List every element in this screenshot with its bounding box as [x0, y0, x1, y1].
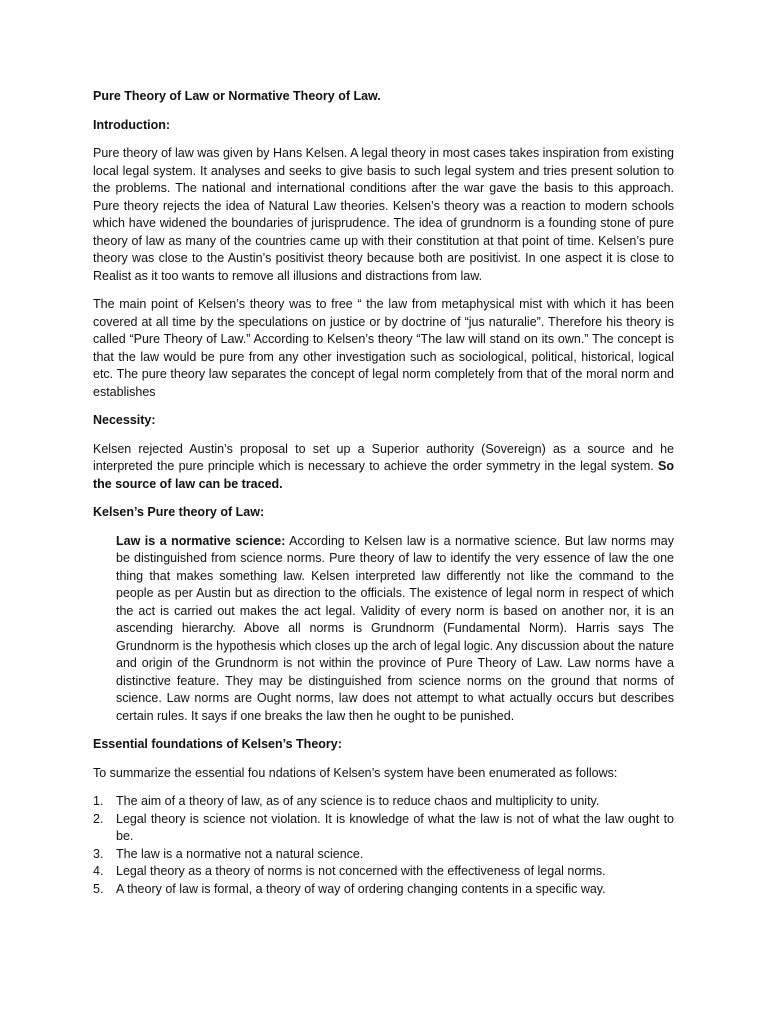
list-item-text: The law is a normative not a natural science. — [116, 846, 364, 861]
list-item — [93, 863, 674, 881]
list-item-text: A theory of law is formal, a theory of way of ordering changing contents in a specific way. — [116, 881, 606, 896]
list-item-number: 5. — [93, 881, 104, 896]
list-item — [93, 793, 674, 811]
necessity-bold-text: So the source of law can be traced. — [93, 459, 674, 491]
list-item — [93, 881, 674, 899]
list-item-number: 2. — [93, 811, 104, 826]
list-item-number: 4. — [93, 864, 104, 878]
list-item-text: The aim of a theory of law, as of any science is to reduce chaos and multiplicity to unity. — [116, 794, 600, 808]
document-title: Pure Theory of Law or Normative Theory of Law. — [93, 89, 381, 103]
list-item-text: Legal theory is science not violation. It is knowledge of what the law is not of what the law ought to be. — [116, 811, 674, 843]
normative-science-lead: Law is a normative science: — [116, 533, 286, 548]
normative-science-paragraph — [116, 533, 674, 726]
foundations-heading: Essential foundations of Kelsen’s Theory: — [93, 737, 342, 751]
foundations-list — [93, 793, 674, 898]
introduction-paragraph-1: Pure theory of law was given by Hans Kelsen. A legal theory in most cases takes inspiration from existing local legal system. It analyses and seeks to give basis to such legal system and tries present solution to the problems. The national and international conditions after the war gave the basis to this approach. Pure theory rejects the idea of Natural Law theories. Kelsen’s theory was a reaction to modern schools which have widened the boundaries of jurisprudence. The idea of grundnorm is a founding stone of pure theory of law as many of the countries came up with their constitution at that point of time. Kelsen’s pure theory was close to the Austin’s positivist theory because both are positivist. In one aspect it is close to Realist as it too wants to remove all illusions and distractions from law. — [93, 146, 674, 283]
introduction-paragraph-2: The main point of Kelsen’s theory was to free “ the law from metaphysical mist with which it has been covered at all time by the speculations on justice or by doctrine of “jus naturalie”. Therefore his theory is called “Pure Theory of Law.” According to Kelsen’s theory “The law will stand on its own.” The concept is that the law would be pure from any other investigation such as sociological, political, historical, logical etc. The pure theory law separates the concept of legal norm completely from that of the moral norm and establishes — [93, 297, 674, 399]
introduction-heading: Introduction: — [93, 117, 171, 132]
list-item — [93, 811, 674, 846]
foundations-intro: To summarize the essential fou ndations of Kelsen’s system have been enumerated as follows: — [93, 765, 618, 780]
list-item-number: 1. — [93, 794, 104, 808]
kelsen-theory-heading: Kelsen’s Pure theory of Law: — [93, 505, 265, 519]
document-page — [93, 88, 674, 898]
normative-science-text: According to Kelsen law is a normative science. But law norms may be distinguished from science norms. Pure theory of law to identify the very essence of law the one thing that makes something law. Kelsen interpreted law differently not like the command to the people as per Austin but as direction to the officials. The existence of legal norm in respect of which the act is carried out makes the act legal. Validity of every norm is based on another nor, it is an ascending hierarchy. Above all norms is Grundnorm (Fundamental Norm). Harris says The Grundnorm is the hypothesis which closes up the arch of legal logic. Any discussion about the nature and origin of the Grundnorm is not within the province of Pure Theory of Law. Law norms have a distinctive feature. They may be distinguished from science norms on the ground that norms of science. Law norms are Ought norms, law does not attempt to what actually occurs but describes certain rules. It says if one breaks the law then he ought to be punished. — [116, 533, 674, 723]
necessity-text: Kelsen rejected Austin’s proposal to set up a Superior authority (Sovereign) as a source and he interpreted the pure principle which is necessary to achieve the order symmetry in the legal system. — [93, 441, 674, 473]
list-item — [93, 846, 674, 864]
list-item-number: 3. — [93, 846, 104, 861]
necessity-paragraph — [93, 441, 674, 494]
list-item-text: Legal theory as a theory of norms is not concerned with the effectiveness of legal norms. — [116, 864, 606, 878]
necessity-heading: Necessity: — [93, 413, 156, 427]
